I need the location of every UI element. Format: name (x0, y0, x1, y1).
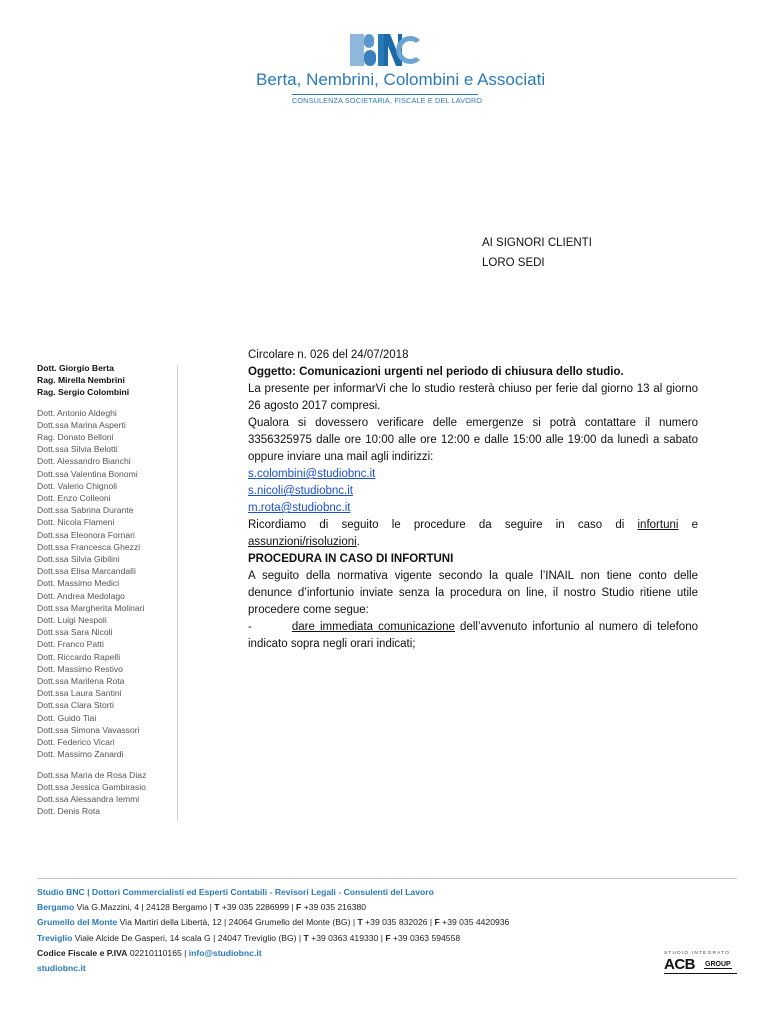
associate-name: Dott.ssa Margherita Molinari (37, 602, 145, 613)
office-city: Grumello del Monte (37, 917, 118, 928)
associate-name: Dott. Alessandro Bianchi (37, 456, 131, 467)
tax-line (37, 946, 737, 961)
office-fax: +39 035 216380 (303, 902, 367, 913)
associate-name: Dott. Nicola Flameni (37, 517, 115, 528)
office-city: Bergamo (37, 902, 75, 913)
bullet-item (248, 619, 698, 653)
associate-name: Dott.ssa Elisa Marcandalli (37, 566, 136, 577)
associate-name: Dott.ssa Francesca Ghezzi (37, 541, 141, 552)
associate-name: Rag. Donato Belloni (37, 432, 114, 443)
separator: | (427, 917, 435, 928)
subject-line: Oggetto: Comunicazioni urgenti nel periodo di chiusura dello studio. (248, 366, 624, 378)
associate-name: Dott.ssa Valentina Bonomi (37, 468, 138, 479)
acb-tagline: STUDIO INTEGRATO (664, 951, 731, 956)
phone-label: T (214, 902, 220, 913)
associate-name: Dott. Valerio Chignoli (37, 480, 118, 491)
reminder-and: e (678, 519, 699, 531)
partner-name: Dott. Giorgio Berta (37, 363, 114, 373)
reminder-text: Ricordiamo di seguito le procedure da seguire in caso di (248, 519, 638, 531)
associate-name: Dott. Andrea Medolago (37, 590, 125, 601)
associate-name: Dott. Massimo Medici (37, 578, 120, 589)
email-link-rota[interactable]: m.rota@studiobnc.it (248, 502, 351, 514)
partners-list (37, 362, 172, 399)
other-name: Dott.ssa Alessandra Iemmi (37, 793, 140, 804)
phone-label: T (357, 917, 363, 928)
firm-subtitle: CONSULENZA SOCIETARIA, FISCALE E DEL LAVORO (292, 96, 483, 105)
sidebar-divider (177, 365, 178, 821)
separator: | (289, 902, 297, 913)
assunzioni-link[interactable]: assunzioni/risoluzioni (248, 536, 357, 548)
associate-name: Dott. Massimo Restivo (37, 663, 123, 674)
associate-name: Dott. Franco Patti (37, 639, 104, 650)
acb-underline (664, 973, 737, 974)
fax-label: F (385, 932, 391, 943)
circular-number: Circolare n. 026 del 24/07/2018 (248, 349, 409, 361)
office-phone: +39 0363 419330 (311, 932, 379, 943)
infortuni-link[interactable]: infortuni (637, 519, 679, 531)
footer-divider (37, 878, 737, 879)
associate-name: Dott. Luigi Nespoli (37, 615, 107, 626)
office-bergamo (37, 900, 737, 915)
other-name: Dott.ssa Maria de Rosa Diaz (37, 769, 147, 780)
office-fax: +39 0363 594558 (393, 932, 461, 943)
bullet-dash: - (248, 621, 252, 633)
associate-name: Dott.ssa Marilena Rota (37, 676, 125, 687)
fax-label: F (296, 902, 302, 913)
acb-logo-text: ACB (664, 956, 695, 973)
footer (37, 885, 737, 976)
office-city: Treviglio (37, 932, 73, 943)
associate-name: Dott.ssa Silvia Gibilini (37, 554, 120, 565)
office-treviglio (37, 931, 737, 946)
partner-name: Rag. Mirella Nembrini (37, 375, 125, 386)
office-address: Via Martiri della Libertà, 12 | 24064 Grumello del Monte (BG) | (119, 917, 358, 928)
separator: | (181, 947, 189, 958)
reminder-period: . (356, 536, 360, 548)
office-phone: +39 035 832026 (365, 917, 428, 928)
reminder-paragraph (248, 517, 698, 551)
footer-professions: | Dottori Commercialisti ed Esperti Contabili - Revisori Legali - Consulenti del Lavoro (87, 887, 434, 897)
fax-label: F (434, 917, 440, 928)
associate-name: Dott. Federico Vicari (37, 737, 115, 748)
inail-paragraph: A seguito della normativa vigente secondo la quale l’INAIL non tiene conto delle denunce d’infortunio inviate senza la procedura on line, il nostro Studio ritiene utile procedere come segue: (248, 570, 698, 616)
office-phone: +39 035 2286999 (221, 902, 290, 913)
footer-title (37, 885, 737, 900)
emergency-paragraph: Qualora si dovessero verificare delle emergenze si potrà contattare il numero 3356325975 dalle ore 10:00 alle ore 12:00 e dalle 15:00 alle 19:00 da lunedì a sabato oppure inviare una mail agli indirizzi: (248, 417, 698, 463)
office-address: Viale Alcide De Gasperi, 14 scala G | 24047 Treviglio (BG) | (74, 932, 304, 943)
email-link-colombini[interactable]: s.colombini@studiobnc.it (248, 468, 376, 480)
footer-studio-name: Studio BNC (37, 887, 85, 897)
tax-value: 02210110165 (129, 947, 182, 958)
other-name: Dott.ssa Jessica Gambirasio (37, 781, 146, 792)
associate-name: Dott.ssa Simona Vavassori (37, 724, 140, 735)
associate-name: Dott.ssa Sabrina Durante (37, 505, 134, 516)
email-link-nicoli[interactable]: s.nicoli@studiobnc.it (248, 485, 353, 497)
recipient-line: LORO SEDI (482, 257, 545, 269)
firm-name-divider (292, 94, 478, 95)
associate-name: Dott. Guido Tiai (37, 712, 97, 723)
website-link[interactable]: studiobnc.it (37, 963, 86, 974)
recipient-line: AI SIGNORI CLIENTI (482, 237, 592, 249)
associate-name: Dott. Enzo Colleoni (37, 493, 111, 504)
associate-name: Dott. Massimo Zanardi (37, 749, 124, 760)
office-grumello (37, 915, 737, 930)
firm-name: Berta, Nembrini, Colombini e Associati (256, 70, 546, 89)
closure-paragraph: La presente per informarVi che lo studio resterà chiuso per ferie dal giorno 13 al giorno 26 agosto 2017 compresi. (248, 383, 698, 412)
bnc-logo (350, 32, 422, 68)
associates-list (37, 407, 172, 761)
associate-name: Dott. Antonio Aldeghi (37, 407, 117, 418)
others-list (37, 769, 172, 818)
associate-name: Dott.ssa Marina Asperti (37, 419, 126, 430)
acb-group-text: GROUP (705, 961, 731, 968)
associate-name: Dott.ssa Sara Nicoli (37, 627, 113, 638)
immediate-communication-link[interactable]: dare immediata comunicazione (291, 621, 455, 633)
recipients-block (482, 233, 592, 273)
other-name: Dott. Denis Rota (37, 806, 101, 817)
associate-name: Dott.ssa Clara Storti (37, 700, 114, 711)
separator: | (378, 932, 386, 943)
tax-label: Codice Fiscale e P.IVA (37, 947, 128, 958)
footer-email-link[interactable]: info@studiobnc.it (188, 947, 262, 958)
associate-name: Dott.ssa Eleonora Fornari (37, 529, 135, 540)
office-address: Via G.Mazzini, 4 | 24128 Bergamo | (76, 902, 215, 913)
associate-name: Dott. Riccardo Rapelli (37, 651, 121, 662)
staff-sidebar (37, 362, 172, 817)
bullet-text: dell’avvenuto infortunio al numero di telefono indicato sopra negli orari indicati; (248, 621, 698, 650)
associate-name: Dott.ssa Laura Santini (37, 688, 122, 699)
letter-body (248, 347, 698, 653)
section-title: PROCEDURA IN CASO DI INFORTUNI (248, 553, 454, 565)
associate-name: Dott.ssa Silvia Belotti (37, 444, 118, 455)
partner-name: Rag. Sergio Colombini (37, 387, 130, 398)
office-fax: +39 035 4420936 (442, 917, 510, 928)
phone-label: T (303, 932, 309, 943)
